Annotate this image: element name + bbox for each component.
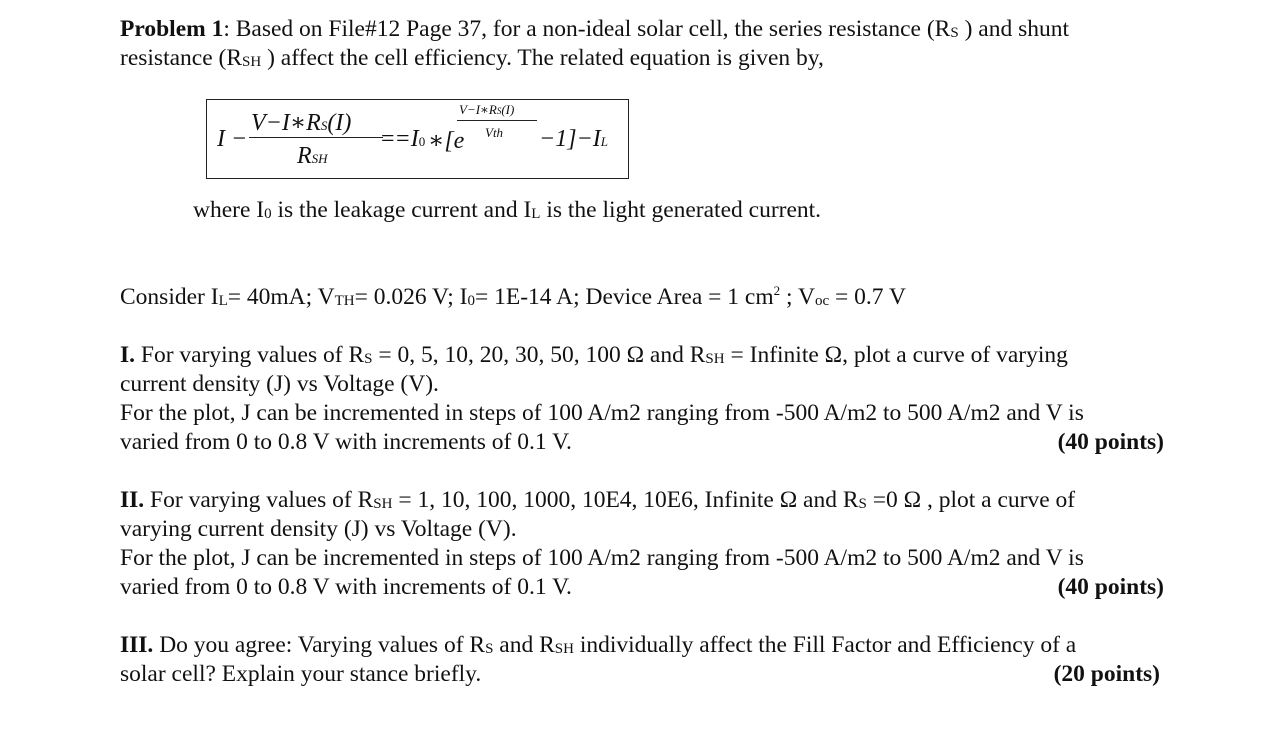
part2-label: II. (120, 487, 145, 513)
part2-points: (40 points) (1057, 574, 1164, 600)
part3-label: III. (120, 632, 154, 658)
equation-box (206, 99, 629, 179)
eq-exp-bracket: ∗[e (428, 128, 465, 154)
eq-tail: −1]−IL (539, 126, 608, 152)
part2-line3: For the plot, J can be incremented in steps of 100 A/m2 ranging from -500 A/m2 to 500 A/m2 and V is (120, 545, 1084, 571)
eq-fraction-bar (249, 137, 383, 138)
eq-I0: ==I0 (381, 126, 426, 152)
eq-denominator: RSH (297, 143, 328, 169)
part1-line3: For the plot, J can be incremented in steps of 100 A/m2 ranging from -500 A/m2 to 500 A/m2 and V is (120, 400, 1084, 426)
eq-minus: − (231, 126, 248, 152)
eq-numerator: V−I∗RS(I) (251, 110, 352, 136)
part2-line2: varying current density (J) vs Voltage (V). (120, 516, 517, 542)
part3-line2: solar cell? Explain your stance briefly. (20 points) (120, 661, 1160, 687)
part1-line1: I. For varying values of RS = 0, 5, 10, 20, 30, 50, 100 Ω and RSH = Infinite Ω, plot a curve of varying (120, 342, 1068, 368)
given-values-line: Consider IL= 40mA; VTH= 0.026 V; I0= 1E-14 A; Device Area = 1 $cm^2$ ; Voc = 0.7 V (120, 283, 906, 310)
eq-lhs-I: I (217, 126, 225, 152)
part1-line2: current density (J) vs Voltage (V). (120, 371, 439, 397)
part3-points: (20 points) (1053, 661, 1160, 687)
problem-heading: Problem 1 (120, 16, 224, 42)
problem-intro-line1: Problem 1: Based on File#12 Page 37, for a non-ideal solar cell, the series resistance (RS ) and shunt (120, 16, 1069, 42)
part1-points: (40 points) (1057, 429, 1164, 455)
part1-line4: varied from 0 to 0.8 V with increments of 0.1 V. (40 points) (120, 429, 1164, 455)
part1-label: I. (120, 342, 136, 368)
eq-exp-numerator: V−I∗RS(I) (459, 102, 515, 117)
eq-exp-fraction-bar (457, 120, 537, 121)
eq-exp-denominator: Vth (485, 125, 504, 140)
part2-line4: varied from 0 to 0.8 V with increments of 0.1 V. (40 points) (120, 574, 1164, 600)
problem-intro-line2: resistance (RSH ) affect the cell efficiency. The related equation is given by, (120, 45, 824, 71)
where-line: where I0 is the leakage current and IL is the light generated current. (193, 197, 822, 223)
part3-line1: III. Do you agree: Varying values of RS and RSH individually affect the Fill Factor and Efficiency of a (120, 632, 1077, 658)
part2-line1: II. For varying values of RSH = 1, 10, 100, 1000, 10E4, 10E6, Infinite Ω and RS =0 Ω , plot a curve of (120, 487, 1076, 513)
